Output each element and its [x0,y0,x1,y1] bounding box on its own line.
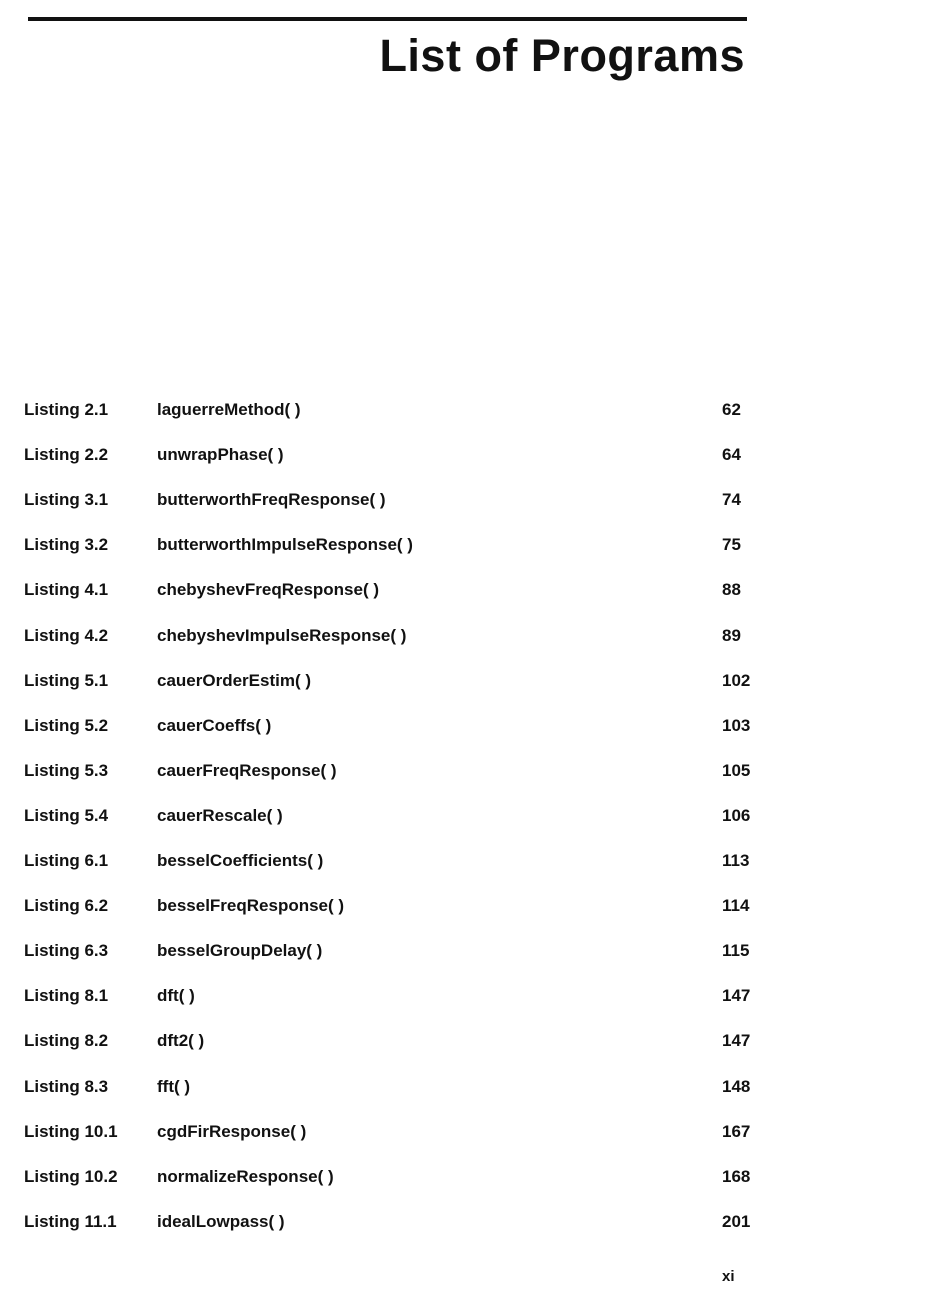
listing-label: Listing 11.1 [24,1211,117,1231]
program-name: normalizeResponse( ) [157,1166,334,1186]
listing-label: Listing 5.4 [24,805,109,825]
page-number: 89 [722,625,741,645]
listing-label: Listing 8.3 [24,1076,109,1096]
page-number: 168 [722,1166,751,1186]
page-number: 105 [722,760,751,780]
listing-label: Listing 2.2 [24,445,109,465]
program-name: fft( ) [157,1076,191,1096]
listing-label: Listing 6.2 [24,896,109,916]
page-number: 113 [722,851,750,870]
listing-label: Listing 3.1 [24,490,109,510]
listing-row [0,1212,950,1242]
program-name: chebyshevFreqResponse( ) [157,580,380,600]
listing-row [0,400,950,430]
listing-row [0,535,950,565]
page-number: 102 [722,670,751,690]
listing-label: Listing 4.2 [24,625,109,645]
listing-label: Listing 5.2 [24,715,109,735]
program-name: butterworthImpulseResponse( ) [157,535,413,555]
listing-label: Listing 10.2 [24,1166,118,1186]
listing-row [0,1077,950,1107]
page-number: 74 [722,490,741,510]
program-name: cauerRescale( ) [157,805,283,825]
listing-label: Listing 8.1 [24,986,109,1006]
page-number: 148 [722,1076,751,1096]
page-number: 167 [722,1121,751,1141]
page-number: 147 [722,1031,751,1051]
listing-row [0,896,950,926]
page-number: 62 [722,400,741,419]
program-name: butterworthFreqResponse( ) [157,490,386,510]
listing-row [0,1167,950,1197]
listing-row [0,986,950,1016]
listing-row [0,806,950,836]
page-title: List of Programs [379,30,745,81]
program-name: dft2( ) [157,1031,205,1051]
listing-label: Listing 5.1 [24,670,109,690]
program-name: besselFreqResponse( ) [157,896,345,916]
listing-label: Listing 10.1 [24,1121,118,1141]
program-name: cauerOrderEstim( ) [157,670,311,690]
listing-label: Listing 4.1 [24,580,109,600]
page-number: 147 [722,986,751,1006]
folio-page-number: xi [722,1268,735,1285]
page-number: 115 [722,941,750,961]
page-number: 201 [722,1211,751,1231]
program-name: cauerCoeffs( ) [157,715,272,735]
program-name: cgdFirResponse( ) [157,1121,307,1141]
listing-row [0,1031,950,1061]
listing-row [0,671,950,701]
page-number: 64 [722,445,741,465]
listing-row [0,761,950,791]
listing-row [0,626,950,656]
listing-label: Listing 8.2 [24,1031,109,1051]
listing-row [0,941,950,971]
program-name: dft( ) [157,986,195,1006]
listing-label: Listing 6.1 [24,851,109,870]
page-number: 103 [722,715,751,735]
listing-label: Listing 5.3 [24,760,109,780]
page-number: 75 [722,535,741,555]
listing-label: Listing 6.3 [24,941,109,961]
listing-row [0,580,950,610]
listing-row [0,1122,950,1152]
page-number: 114 [722,896,750,916]
page-number: 88 [722,580,741,600]
program-name: idealLowpass( ) [157,1211,285,1231]
program-name: cauerFreqResponse( ) [157,760,337,780]
listing-row [0,445,950,475]
listing-row [0,490,950,520]
page-number: 106 [722,805,751,825]
program-name: besselGroupDelay( ) [157,941,323,961]
program-name: chebyshevImpulseResponse( ) [157,625,407,645]
listing-label: Listing 3.2 [24,535,109,555]
listing-label: Listing 2.1 [24,400,109,419]
listing-row [0,851,950,881]
listing-row [0,716,950,746]
program-name: laguerreMethod( ) [157,400,301,419]
program-name: besselCoefficients( ) [157,851,324,870]
program-name: unwrapPhase( ) [157,445,284,465]
